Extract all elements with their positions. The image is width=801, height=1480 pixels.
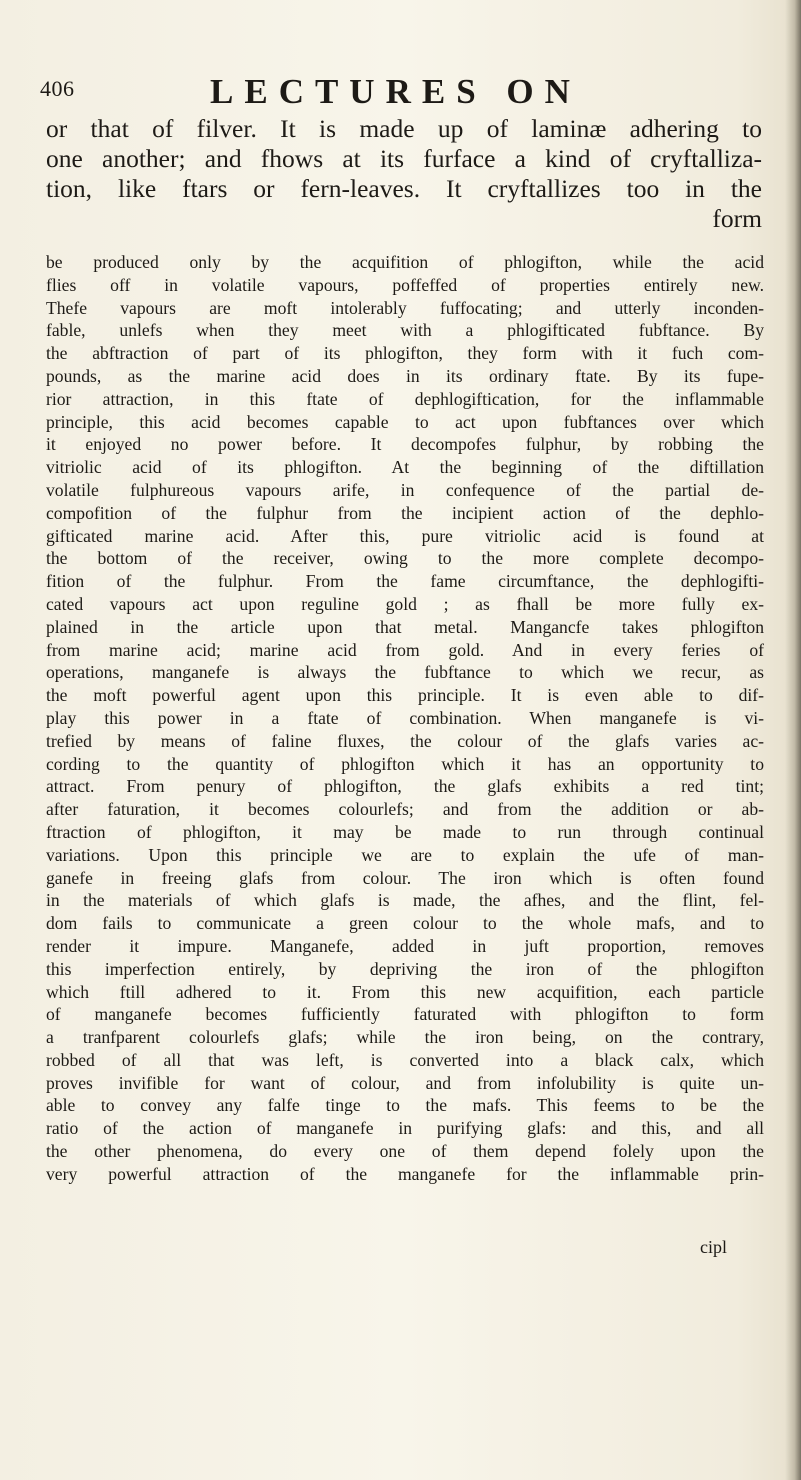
page-number: 406: [40, 76, 75, 101]
lead-line: or that of filver. It is made up of laminæ adhering to: [46, 114, 762, 143]
lead-line: one another; and fhows at its furface a kind of cryftalliza-: [46, 144, 762, 173]
body-line: gifticated marine acid. After this, pure vitriolic acid is found at: [46, 525, 764, 546]
body-line: attract. From penury of phlogifton, the glafs exhibits a red tint;: [46, 776, 764, 797]
running-head: LECTURES ON: [210, 72, 581, 111]
catchword: cipl: [700, 1237, 727, 1257]
body-line: trefied by means of faline fluxes, the colour of the glafs varies ac-: [46, 730, 764, 751]
body-line: robbed of all that was left, is converted into a black calx, which: [46, 1049, 764, 1070]
page-edge-shadow: [785, 0, 801, 1480]
body-line: which ftill adhered to it. From this new acquifition, each particle: [46, 981, 764, 1002]
body-line: the moft powerful agent upon this principle. It is even able to dif-: [46, 685, 764, 706]
body-line: the bottom of the receiver, owing to the more complete decompo-: [46, 548, 764, 569]
page-header: [40, 72, 760, 112]
body-line: able to convey any falfe tinge to the mafs. This feems to be the: [46, 1095, 764, 1116]
body-line: ratio of the action of manganefe in purifying glafs: and this, and all: [46, 1118, 764, 1139]
body-line: render it impure. Manganefe, added in juft proportion, removes: [46, 935, 764, 956]
body-line: it enjoyed no power before. It decompofes fulphur, by robbing the: [46, 434, 764, 455]
body-line: cated vapours act upon reguline gold ; as fhall be more fully ex-: [46, 593, 764, 614]
body-line: the other phenomena, do every one of them depend folely upon the: [46, 1141, 764, 1162]
body-line: proves invifible for want of colour, and from infolubility is quite un-: [46, 1072, 764, 1093]
body-line: after faturation, it becomes colourlefs; and from the addition or ab-: [46, 799, 764, 820]
body-line: pounds, as the marine acid does in its ordinary ftate. By its fupe-: [46, 365, 764, 386]
body-line: a tranfparent colourlefs glafs; while the iron being, on the contrary,: [46, 1027, 764, 1048]
body-line: ganefe in freeing glafs from colour. The iron which is often found: [46, 867, 764, 888]
body-line: fable, unlefs when they meet with a phlogifticated fubftance. By: [46, 320, 764, 341]
body-line: ftraction of phlogifton, it may be made to run through continual: [46, 821, 764, 842]
body-line: in the materials of which glafs is made, the afhes, and the flint, fel-: [46, 890, 764, 911]
body-line: be produced only by the acquifition of phlogifton, while the acid: [46, 252, 764, 272]
body-line: the abftraction of part of its phlogifton, they form with it fuch com-: [46, 343, 764, 364]
body-line: Thefe vapours are moft intolerably fuffocating; and utterly inconden-: [46, 297, 764, 318]
lead-paragraph: [46, 114, 762, 234]
body-line: vitriolic acid of its phlogifton. At the beginning of the diftillation: [46, 457, 764, 478]
body-line: cording to the quantity of phlogifton which it has an opportunity to: [46, 753, 764, 774]
body-line: plained in the article upon that metal. Mangancfe takes phlogifton: [46, 616, 764, 637]
body-line: principle, this acid becomes capable to act upon fubftances over which: [46, 411, 764, 432]
body-line: flies off in volatile vapours, poffeffed of properties entirely new.: [46, 274, 764, 295]
body-line: of manganefe becomes fufficiently faturated with phlogifton to form: [46, 1004, 764, 1025]
body-line: compofition of the fulphur from the incipient action of the dephlo-: [46, 502, 764, 523]
lead-line: tion, like ftars or fern-leaves. It cryftallizes too in the: [46, 174, 762, 203]
body-line: operations, manganefe is always the fubftance to which we recur, as: [46, 662, 764, 683]
body-line: this imperfection entirely, by depriving the iron of the phlogifton: [46, 958, 764, 979]
body-line: from marine acid; marine acid from gold. And in every feries of: [46, 639, 764, 660]
body-line: play this power in a ftate of combination. When manganefe is vi-: [46, 707, 764, 728]
lead-line: form: [712, 204, 762, 233]
body-line: rior attraction, in this ftate of dephlogiftication, for the inflammable: [46, 388, 764, 409]
body-line: variations. Upon this principle we are to explain the ufe of man-: [46, 844, 764, 865]
body-line: volatile fulphureous vapours arife, in confequence of the partial de-: [46, 479, 764, 500]
body-line: fition of the fulphur. From the fame circumftance, the dephlogifti-: [46, 571, 764, 592]
body-line: dom fails to communicate a green colour to the whole mafs, and to: [46, 913, 764, 934]
body-line: very powerful attraction of the manganefe for the inflammable prin-: [46, 1163, 764, 1184]
body-paragraph: [46, 251, 764, 1186]
